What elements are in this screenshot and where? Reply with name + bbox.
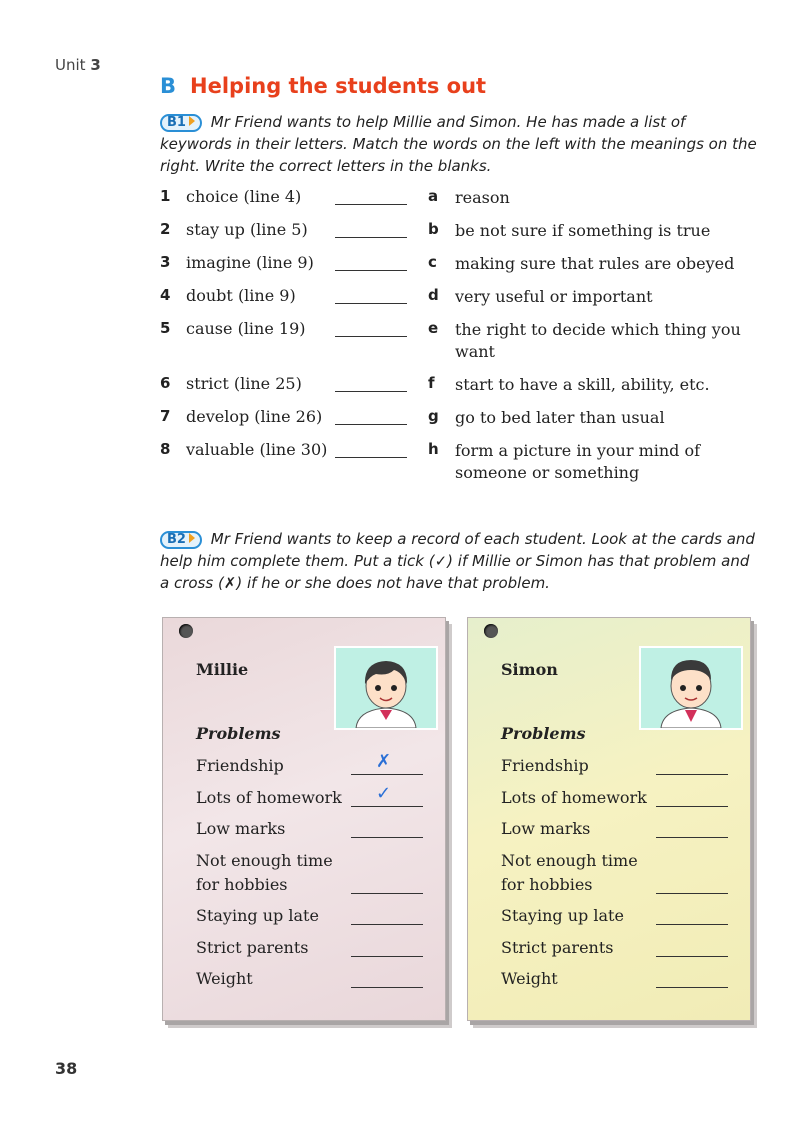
match-row [160, 286, 760, 308]
match-number: 2 [160, 220, 171, 238]
match-number: 8 [160, 440, 171, 458]
answer-blank[interactable] [351, 893, 423, 894]
section-title-text: Helping the students out [190, 74, 487, 98]
answer-blank[interactable] [335, 270, 407, 271]
problem-row-strict-parents [196, 936, 426, 960]
b1-instruction-text: Mr Friend wants to help Millie and Simon. He has made a list of keywords in their letters. Match the words on the left with the meanings on the right. Write the correct letters in the blanks. [160, 113, 757, 175]
b1-badge [160, 114, 202, 132]
tick-mark: ✓ [376, 783, 392, 804]
problem-label: Friendship [501, 756, 589, 775]
problem-label: Lots of homework [196, 788, 342, 807]
problem-label: Staying up late [196, 906, 319, 925]
meaning-letter: a [428, 187, 439, 205]
meaning-text: reason [455, 188, 510, 207]
answer-blank[interactable] [335, 391, 407, 392]
problem-label: Strict parents [196, 938, 309, 957]
unit-label [55, 56, 101, 74]
answer-blank[interactable] [335, 204, 407, 205]
meaning-text: very useful or important [455, 287, 653, 306]
problem-label: Lots of homework [501, 788, 647, 807]
answer-blank[interactable] [351, 837, 423, 838]
b2-instruction-text: Mr Friend wants to keep a record of each student. Look at the cards and help him complete them. Put a tick (✓) if Millie or Simon has that problem and a cross (✗) if he or she does not have that problem. [160, 530, 755, 592]
problem-label: Not enough time for hobbies [501, 851, 638, 894]
page-number: 38 [55, 1059, 78, 1078]
boy-portrait-icon [641, 648, 741, 728]
answer-blank[interactable] [351, 806, 423, 807]
problem-label: Friendship [196, 756, 284, 775]
match-number: 7 [160, 407, 171, 425]
answer-blank[interactable] [335, 336, 407, 337]
meaning-text: go to bed later than usual [455, 408, 665, 427]
answer-blank[interactable] [656, 893, 728, 894]
problem-label: Not enough time for hobbies [196, 851, 333, 894]
match-word: stay up (line 5) [186, 220, 308, 239]
b2-instruction [160, 528, 760, 594]
meaning-letter: f [428, 374, 435, 392]
answer-blank[interactable] [351, 774, 423, 775]
match-row [160, 407, 760, 429]
problem-row-homework [196, 783, 426, 810]
answer-blank[interactable] [335, 457, 407, 458]
match-number: 6 [160, 374, 171, 392]
match-word: cause (line 19) [186, 319, 306, 338]
match-row [160, 253, 760, 275]
b2-badge [160, 531, 202, 549]
match-row [160, 440, 760, 484]
unit-number: 3 [90, 56, 101, 74]
problem-row-low-marks [501, 817, 731, 841]
play-arrow-icon [189, 533, 195, 543]
answer-blank[interactable] [335, 424, 407, 425]
match-word: strict (line 25) [186, 374, 302, 393]
meaning-letter: g [428, 407, 439, 425]
match-number: 4 [160, 286, 171, 304]
answer-blank[interactable] [656, 956, 728, 957]
cross-mark: ✗ [376, 751, 392, 772]
b1-badge-label: B1 [167, 115, 186, 130]
problem-row-weight [196, 967, 426, 991]
answer-blank[interactable] [335, 303, 407, 304]
card-hole-icon [179, 624, 193, 638]
match-row [160, 374, 760, 396]
problem-label: Low marks [196, 819, 286, 838]
student-name: Millie [196, 660, 249, 679]
match-number: 1 [160, 187, 171, 205]
meaning-text: the right to decide which thing you want [455, 320, 741, 361]
match-number: 3 [160, 253, 171, 271]
student-photo [639, 646, 743, 730]
b1-instruction [160, 111, 760, 177]
problem-row-friendship [501, 754, 731, 778]
meaning-letter: b [428, 220, 439, 238]
meaning-letter: c [428, 253, 437, 271]
match-word: choice (line 4) [186, 187, 302, 206]
meaning-letter: e [428, 319, 439, 337]
problem-row-hobbies [501, 849, 656, 897]
answer-blank[interactable] [656, 837, 728, 838]
problem-label: Strict parents [501, 938, 614, 957]
problem-row-strict-parents [501, 936, 731, 960]
b2-badge-label: B2 [167, 532, 186, 547]
match-row [160, 187, 760, 209]
problem-label: Weight [501, 969, 558, 988]
match-word: valuable (line 30) [186, 440, 328, 459]
meaning-letter: d [428, 286, 439, 304]
play-arrow-icon [189, 116, 195, 126]
problem-row-staying-up [196, 904, 426, 928]
meaning-text: be not sure if something is true [455, 221, 711, 240]
match-word: develop (line 26) [186, 407, 323, 426]
meaning-text: start to have a skill, ability, etc. [455, 375, 710, 394]
problem-label: Low marks [501, 819, 591, 838]
answer-blank[interactable] [656, 806, 728, 807]
student-card-simon [467, 617, 751, 1021]
student-name: Simon [501, 660, 558, 679]
section-title [160, 74, 486, 98]
problem-row-hobbies [196, 849, 351, 897]
meaning-text: form a picture in your mind of someone or something [455, 441, 701, 482]
unit-label-text: Unit [55, 56, 86, 74]
student-card-millie [162, 617, 446, 1021]
answer-blank[interactable] [351, 987, 423, 988]
answer-blank[interactable] [656, 774, 728, 775]
match-number: 5 [160, 319, 171, 337]
match-row [160, 319, 760, 363]
problem-row-weight [501, 967, 731, 991]
problem-row-friendship [196, 751, 426, 778]
match-word: imagine (line 9) [186, 253, 314, 272]
meaning-letter: h [428, 440, 439, 458]
student-photo [334, 646, 438, 730]
answer-blank[interactable] [656, 987, 728, 988]
problem-row-staying-up [501, 904, 731, 928]
problem-row-homework [501, 786, 731, 810]
boy-portrait-icon [336, 648, 436, 728]
problem-label: Staying up late [501, 906, 624, 925]
answer-blank[interactable] [656, 924, 728, 925]
matching-exercise [160, 187, 760, 495]
match-row [160, 220, 760, 242]
problems-heading: Problems [196, 724, 281, 743]
answer-blank[interactable] [335, 237, 407, 238]
match-word: doubt (line 9) [186, 286, 296, 305]
problem-label: Weight [196, 969, 253, 988]
problem-row-low-marks [196, 817, 426, 841]
card-hole-icon [484, 624, 498, 638]
section-letter: B [160, 74, 177, 98]
meaning-text: making sure that rules are obeyed [455, 254, 735, 273]
answer-blank[interactable] [351, 956, 423, 957]
problems-heading: Problems [501, 724, 586, 743]
answer-blank[interactable] [351, 924, 423, 925]
